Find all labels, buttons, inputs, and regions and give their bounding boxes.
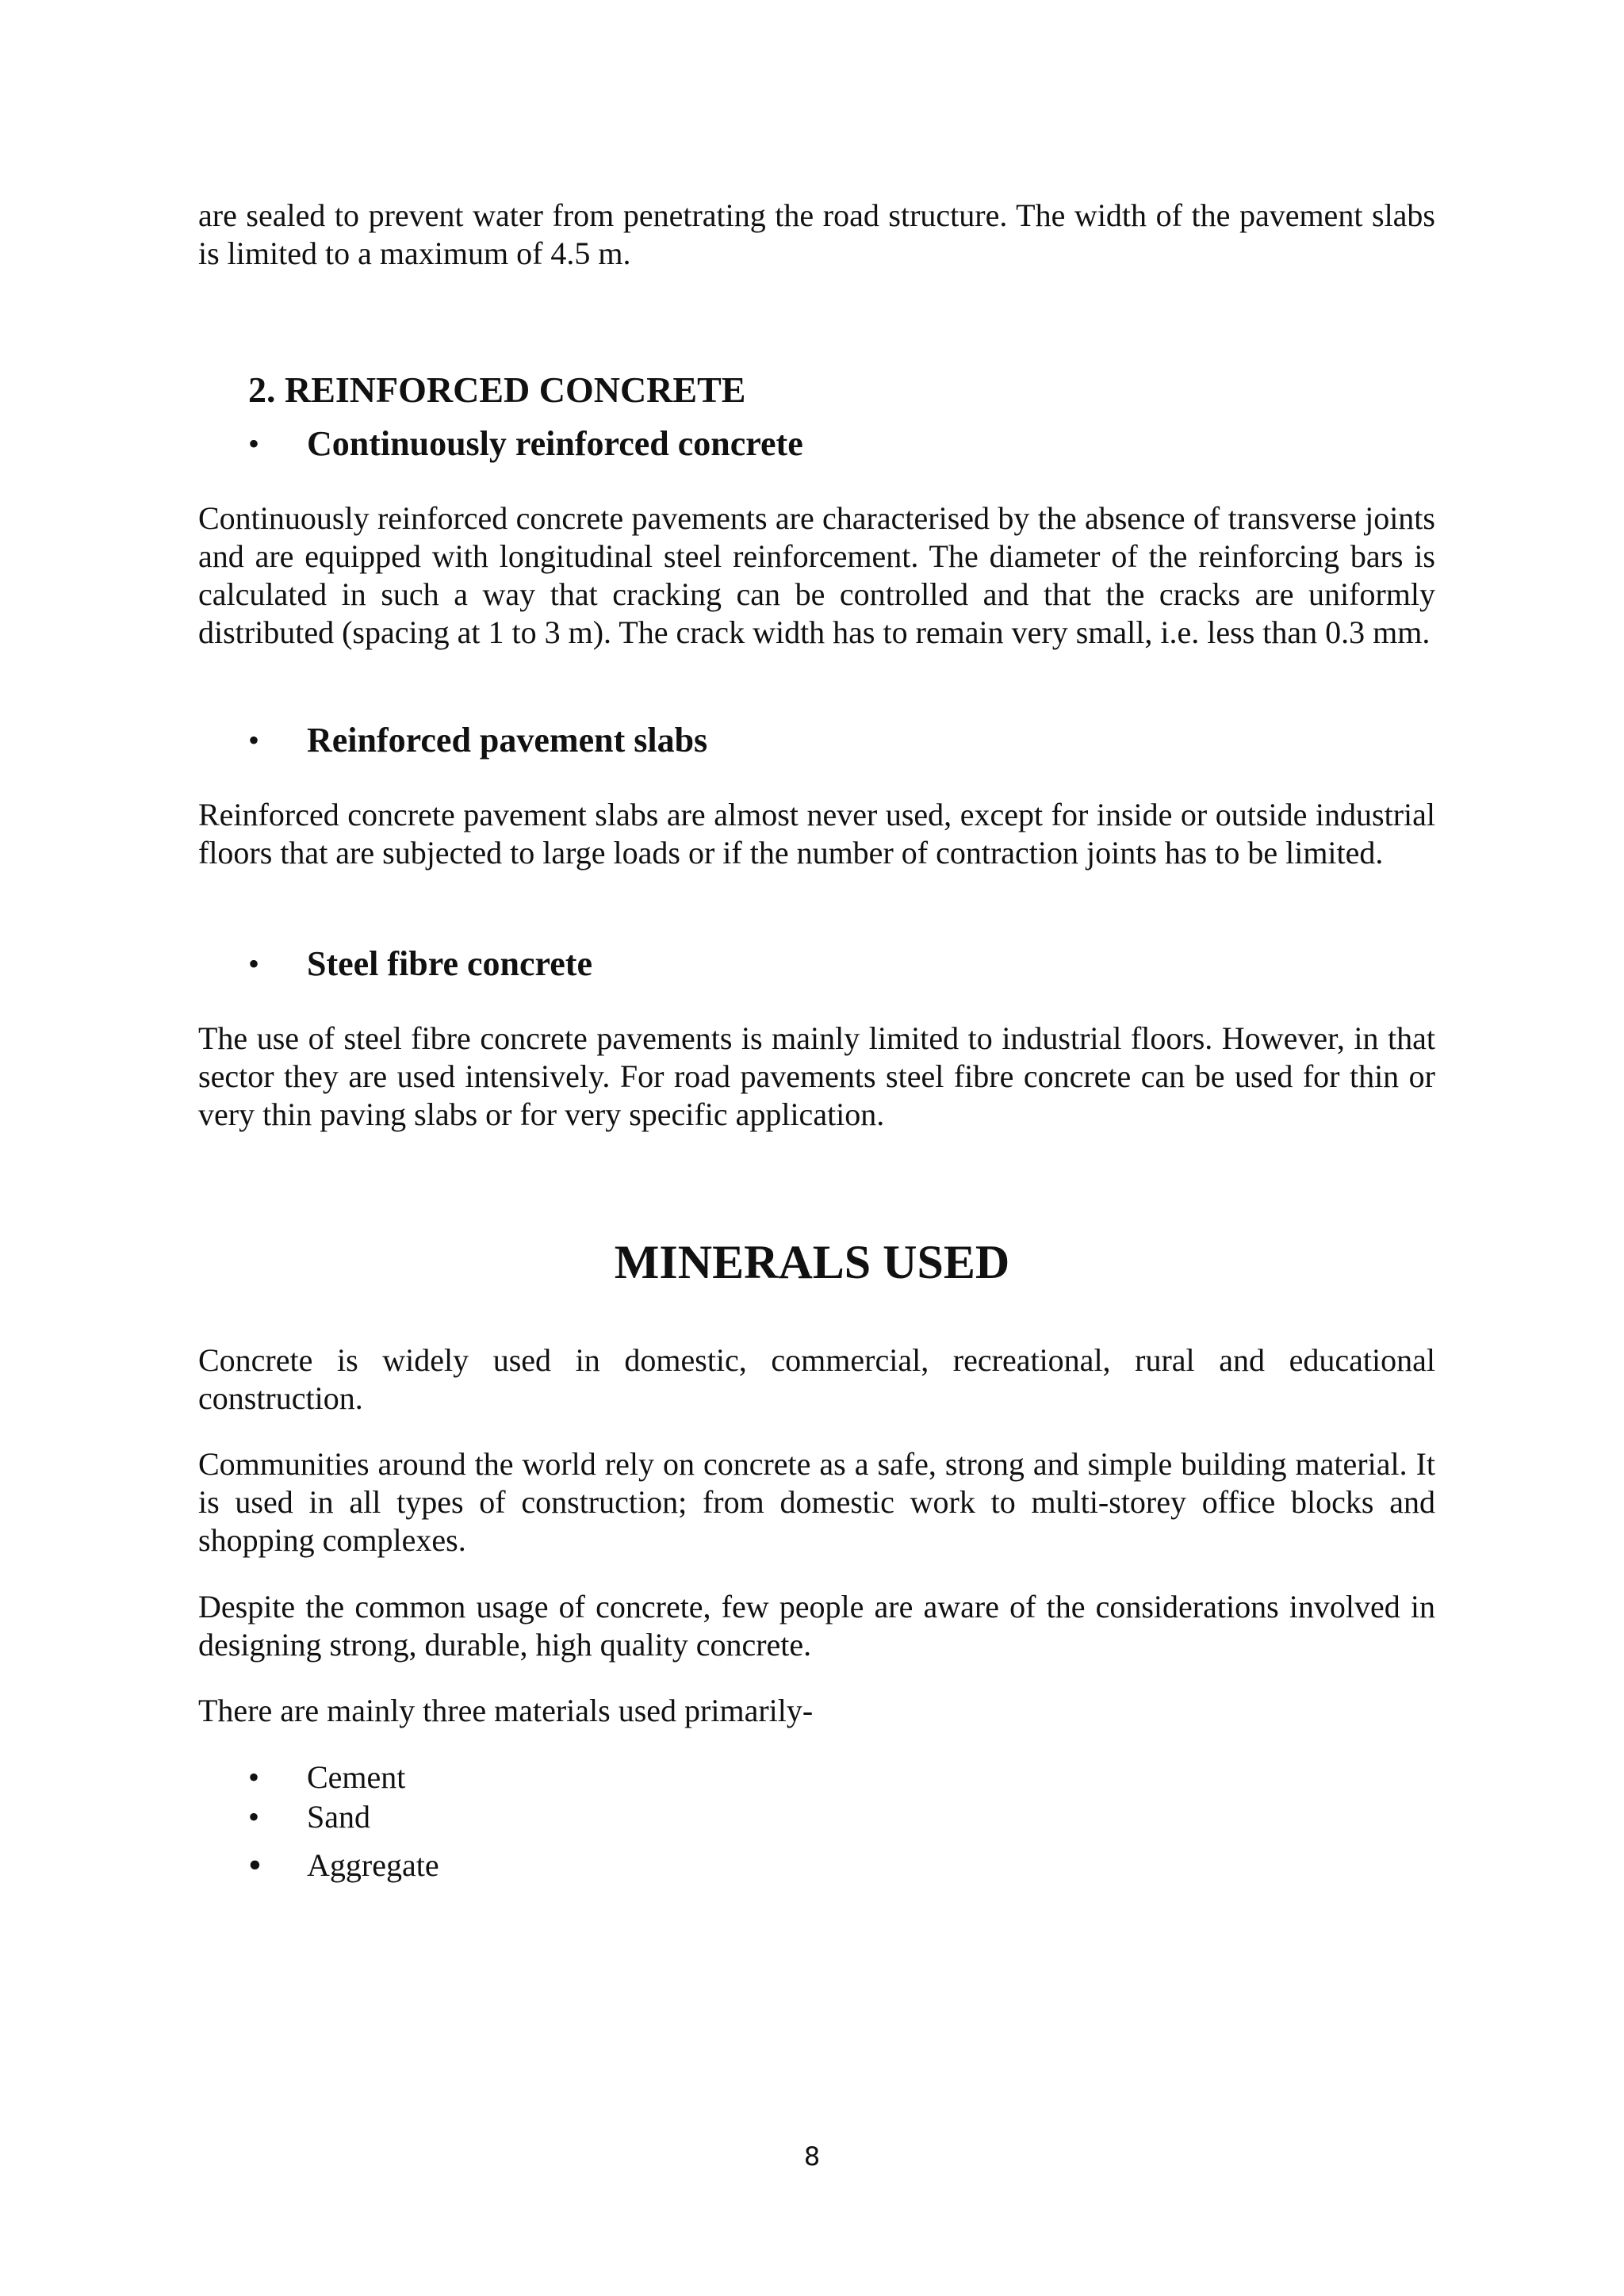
minerals-paragraph-2: Communities around the world rely on concrete as a safe, strong and simple building material. It is used in all types of construction; from domestic work to multi-storey office blocks and shopping complexes. [198, 1446, 1435, 1558]
list-item-label: Sand [307, 1798, 370, 1835]
list-item [248, 1841, 439, 1888]
list-item-label: Cement [307, 1758, 406, 1795]
subheading-label: Continuously reinforced concrete [307, 424, 803, 463]
list-item [248, 1797, 439, 1836]
subheading-label: Reinforced pavement slabs [307, 721, 708, 760]
page-number: 8 [803, 2141, 821, 2172]
bullet-icon: • [248, 1843, 262, 1886]
materials-list [248, 1757, 439, 1888]
fibre-paragraph: The use of steel fibre concrete pavements is mainly limited to industrial floors. However, in that sector they are used intensively. For road pavements steel fibre concrete can be used for thin or very thin paving slabs or for very specific application. [198, 1020, 1435, 1132]
intro-paragraph: are sealed to prevent water from penetrating the road structure. The width of the pavement slabs is limited to a maximum of 4.5 m. [198, 197, 1435, 271]
continuous-paragraph: Continuously reinforced concrete pavements are characterised by the absence of transverse joints and are equipped with longitudinal steel reinforcement. The diameter of the reinforcing bars is calculated in such a way that cracking can be controlled and that the cracks are uniformly distributed (spacing at 1 to 3 m). The crack width has to remain very small, i.e. less than 0.3 mm. [198, 500, 1435, 650]
bullet-icon: • [248, 946, 260, 982]
minerals-paragraph-4: There are mainly three materials used primarily- [198, 1693, 814, 1728]
list-item [248, 1757, 439, 1797]
section-heading-reinforced-concrete: 2. REINFORCED CONCRETE [248, 369, 746, 410]
bullet-icon: • [248, 426, 260, 461]
bullet-icon: • [248, 1798, 260, 1835]
minerals-paragraph-1: Concrete is widely used in domestic, commercial, recreational, rural and educational construction. [198, 1342, 1435, 1416]
subheading-steel-fibre [248, 942, 592, 986]
minerals-title: MINERALS USED [614, 1236, 1010, 1288]
subheading-continuously-reinforced [248, 422, 803, 466]
list-item-label: Aggregate [307, 1846, 439, 1883]
bullet-icon: • [248, 722, 260, 758]
slabs-paragraph: Reinforced concrete pavement slabs are almost never used, except for inside or outside industrial floors that are subjected to large loads or if the number of contraction joints has to be limited. [198, 797, 1435, 871]
bullet-icon: • [248, 1758, 260, 1795]
minerals-paragraph-3: Despite the common usage of concrete, few people are aware of the considerations involved in designing strong, durable, high quality concrete. [198, 1589, 1435, 1663]
subheading-label: Steel fibre concrete [307, 944, 592, 983]
subheading-reinforced-slabs [248, 718, 707, 763]
